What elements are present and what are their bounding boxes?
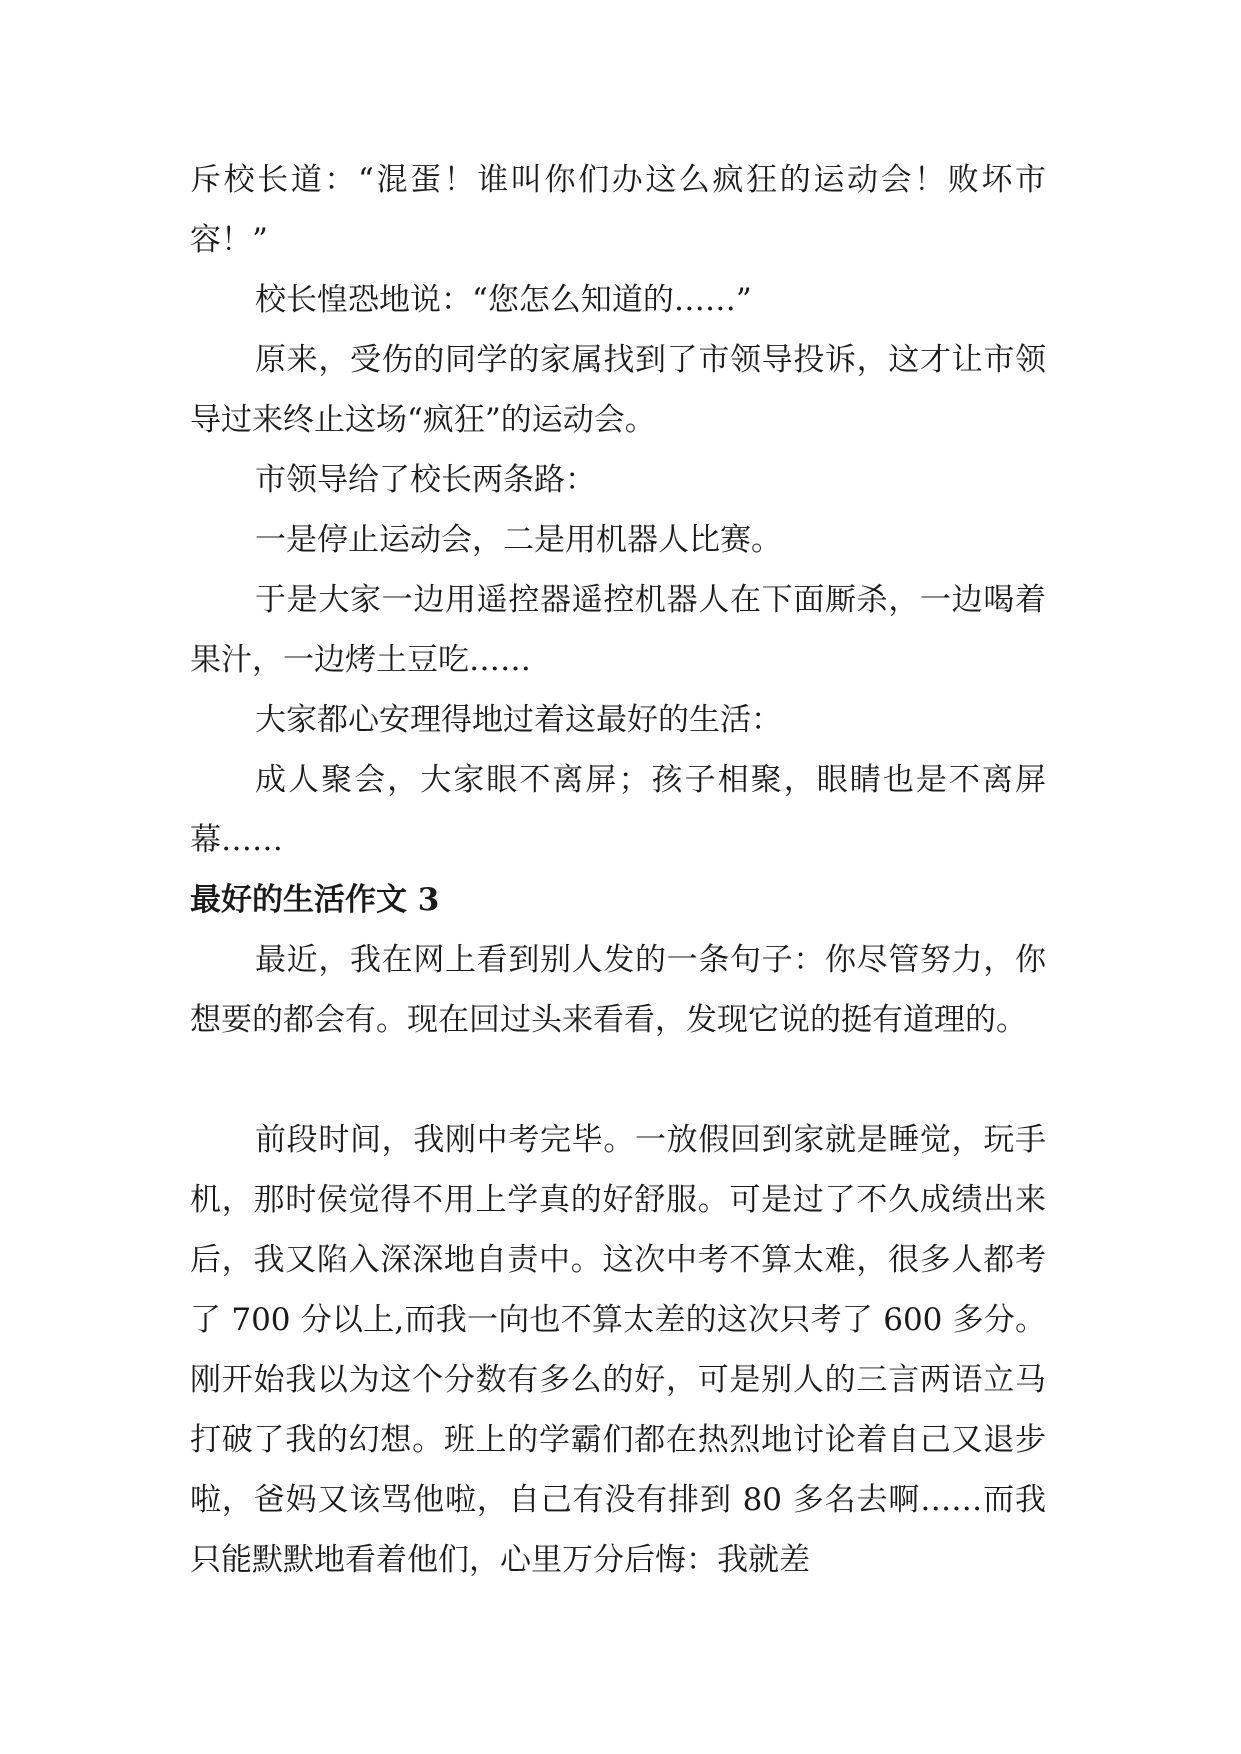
paragraph-option-list: 一是停止运动会，二是用机器人比赛。 [255, 522, 782, 558]
paragraph-two-options: 市领导给了校长两条路： [255, 462, 596, 498]
paragraph-robot-fight: 于是大家一边用遥控器遥控机器人在下面厮杀，一边喝着果汁，一边烤土豆吃…… [190, 582, 1046, 678]
paragraph-principal-reply: 校长惶恐地说：“您怎么知道的……” [255, 282, 752, 318]
section-title: 最好的生活作文 3 [190, 882, 440, 918]
paragraph-best-life: 大家都心安理得地过着这最好的生活： [255, 702, 782, 738]
paragraph-principal-scolded: 斥校长道：“混蛋！谁叫你们办这么疯狂的运动会！败坏市容！” [190, 162, 1046, 258]
paragraph-screens: 成人聚会，大家眼不离屏；孩子相聚，眼睛也是不离屏幕…… [190, 762, 1046, 858]
paragraph-exam-story: 前段时间，我刚中考完毕。一放假回到家就是睡觉，玩手机，那时侯觉得不用上学真的好舒服。可是过了不久成绩出来后，我又陷入深深地自责中。这次中考不算太难，很多人都考了 700 分以上,而我一向也不算太差的这次只考了 600 多分。刚开始我以为这个分数有多么的好，可是别人的三言两语立马打破了我的幻想。班上的学霸们都在热烈地讨论着自己又退步啦，爸妈又该骂他啦，自己有没有排到 80 多名去啊……而我只能默默地看着他们，心里万分后悔：我就差 [190, 1122, 1046, 1578]
paragraph-complaint: 原来，受伤的同学的家属找到了市领导投诉，这才让市领导过来终止这场“疯狂”的运动会。 [190, 342, 1046, 438]
paragraph-recently: 最近，我在网上看到别人发的一条句子：你尽管努力，你想要的都会有。现在回过头来看看，发现它说的挺有道理的。 [190, 942, 1046, 1038]
